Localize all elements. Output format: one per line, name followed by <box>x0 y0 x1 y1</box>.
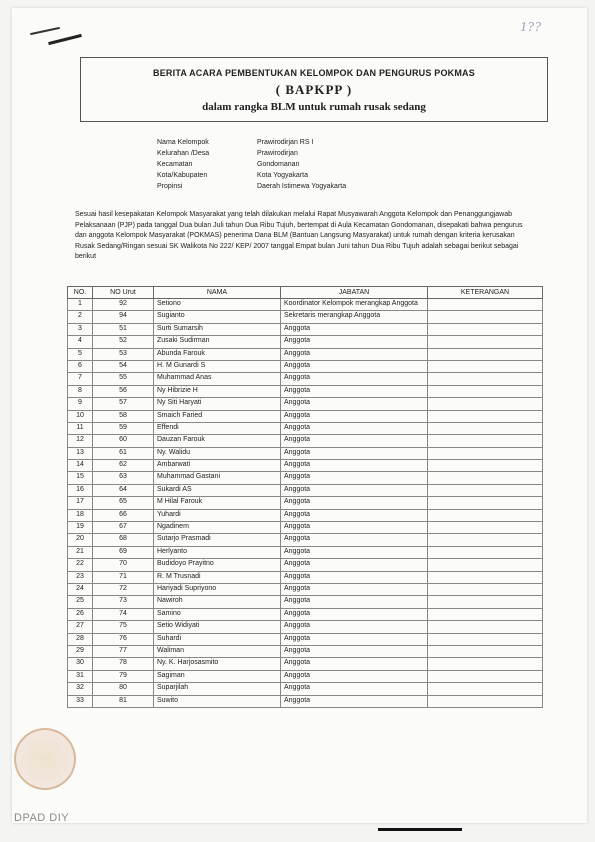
info-label: Kecamatan <box>157 161 193 168</box>
table-row <box>68 546 543 558</box>
cell-keterangan <box>428 373 543 385</box>
cell-nama: Suwito <box>154 695 281 707</box>
table-row <box>68 410 543 422</box>
cell-no-urut: 81 <box>93 695 154 707</box>
cell-keterangan <box>428 336 543 348</box>
title-box <box>80 57 548 122</box>
document-title: BERITA ACARA PEMBENTUKAN KELOMPOK DAN PENGURUS POKMAS <box>153 68 475 78</box>
cell-no: 18 <box>68 509 93 521</box>
table-row <box>68 472 543 484</box>
cell-keterangan <box>428 447 543 459</box>
table-row <box>68 435 543 447</box>
cell-keterangan <box>428 621 543 633</box>
cell-no-urut: 94 <box>93 311 154 323</box>
column-header-keterangan: KETERANGAN <box>428 287 543 299</box>
cell-no: 24 <box>68 583 93 595</box>
cell-jabatan: Anggota <box>281 447 428 459</box>
cell-keterangan <box>428 608 543 620</box>
cell-jabatan: Koordinator Kelompok merangkap Anggota <box>281 299 428 311</box>
cell-jabatan: Anggota <box>281 546 428 558</box>
cell-nama: H. M Gunardi S <box>154 360 281 372</box>
cell-no-urut: 60 <box>93 435 154 447</box>
cell-nama: Effendi <box>154 422 281 434</box>
info-value: Prawirodirjan <box>257 150 298 157</box>
table-row <box>68 645 543 657</box>
cell-no-urut: 79 <box>93 670 154 682</box>
cell-jabatan: Anggota <box>281 484 428 496</box>
info-row <box>157 148 346 159</box>
info-value: Daerah Istimewa Yogyakarta <box>257 183 347 190</box>
cell-jabatan: Anggota <box>281 695 428 707</box>
cell-no: 21 <box>68 546 93 558</box>
cell-jabatan: Anggota <box>281 645 428 657</box>
cell-no: 8 <box>68 385 93 397</box>
cell-jabatan: Anggota <box>281 658 428 670</box>
table-row <box>68 509 543 521</box>
cell-keterangan <box>428 596 543 608</box>
cell-keterangan <box>428 299 543 311</box>
cell-no: 14 <box>68 460 93 472</box>
cell-no-urut: 78 <box>93 658 154 670</box>
cell-no: 12 <box>68 435 93 447</box>
cell-no: 23 <box>68 571 93 583</box>
table-row <box>68 484 543 496</box>
archive-watermark: DPAD DIY <box>14 812 70 824</box>
cell-keterangan <box>428 360 543 372</box>
cell-nama: Muhammad Anas <box>154 373 281 385</box>
column-header-jabatan: JABATAN <box>281 287 428 299</box>
cell-jabatan: Anggota <box>281 509 428 521</box>
table-row <box>68 621 543 633</box>
cell-jabatan: Anggota <box>281 373 428 385</box>
cell-no-urut: 55 <box>93 373 154 385</box>
cell-jabatan: Anggota <box>281 410 428 422</box>
cell-no: 6 <box>68 360 93 372</box>
cell-keterangan <box>428 571 543 583</box>
cell-no: 31 <box>68 670 93 682</box>
cell-no-urut: 69 <box>93 546 154 558</box>
group-info <box>157 137 346 192</box>
cell-keterangan <box>428 670 543 682</box>
cell-no: 13 <box>68 447 93 459</box>
cell-keterangan <box>428 546 543 558</box>
cell-nama: Nawiroh <box>154 596 281 608</box>
cell-no: 26 <box>68 608 93 620</box>
cell-no-urut: 52 <box>93 336 154 348</box>
cell-nama: Ngadinem <box>154 522 281 534</box>
cell-keterangan <box>428 484 543 496</box>
cell-no-urut: 65 <box>93 497 154 509</box>
table-row <box>68 348 543 360</box>
cell-jabatan: Anggota <box>281 385 428 397</box>
cell-jabatan: Anggota <box>281 398 428 410</box>
table-row <box>68 608 543 620</box>
cell-nama: Abunda Farouk <box>154 348 281 360</box>
info-row <box>157 159 346 170</box>
cell-no: 32 <box>68 683 93 695</box>
cell-no: 30 <box>68 658 93 670</box>
cell-no-urut: 58 <box>93 410 154 422</box>
cell-nama: Ny Siti Haryati <box>154 398 281 410</box>
info-label: Kota/Kabupaten <box>157 172 208 179</box>
scan-bar-mark <box>378 828 462 831</box>
cell-nama: Waliman <box>154 645 281 657</box>
cell-no-urut: 67 <box>93 522 154 534</box>
cell-jabatan: Anggota <box>281 683 428 695</box>
cell-no: 28 <box>68 633 93 645</box>
cell-keterangan <box>428 509 543 521</box>
cell-nama: M Hilal Farouk <box>154 497 281 509</box>
cell-no: 20 <box>68 534 93 546</box>
cell-jabatan: Anggota <box>281 608 428 620</box>
table-row <box>68 323 543 335</box>
table-row <box>68 398 543 410</box>
cell-nama: Suhardi <box>154 633 281 645</box>
official-seal <box>14 728 76 790</box>
cell-keterangan <box>428 534 543 546</box>
cell-no-urut: 66 <box>93 509 154 521</box>
cell-no-urut: 76 <box>93 633 154 645</box>
info-row <box>157 137 346 148</box>
column-header-no: NO. <box>68 287 93 299</box>
cell-keterangan <box>428 658 543 670</box>
cell-jabatan: Anggota <box>281 621 428 633</box>
cell-no: 9 <box>68 398 93 410</box>
table-row <box>68 633 543 645</box>
cell-nama: Ny Hibrizie H <box>154 385 281 397</box>
cell-jabatan: Anggota <box>281 323 428 335</box>
cell-nama: Herlyanto <box>154 546 281 558</box>
table-row <box>68 360 543 372</box>
cell-no: 27 <box>68 621 93 633</box>
table-body <box>68 299 543 708</box>
cell-no-urut: 68 <box>93 534 154 546</box>
cell-keterangan <box>428 348 543 360</box>
cell-nama: Ny. Walidu <box>154 447 281 459</box>
cell-no: 10 <box>68 410 93 422</box>
cell-no-urut: 61 <box>93 447 154 459</box>
info-value: Prawirodirjan RS I <box>257 139 314 146</box>
cell-no: 11 <box>68 422 93 434</box>
cell-jabatan: Anggota <box>281 360 428 372</box>
table-row <box>68 497 543 509</box>
handwritten-page-number: 1?? <box>520 20 541 35</box>
cell-no: 5 <box>68 348 93 360</box>
cell-keterangan <box>428 460 543 472</box>
cell-no: 22 <box>68 559 93 571</box>
table-row <box>68 670 543 682</box>
cell-jabatan: Anggota <box>281 472 428 484</box>
cell-jabatan: Anggota <box>281 336 428 348</box>
table-row <box>68 311 543 323</box>
members-table <box>67 286 543 708</box>
table-row <box>68 695 543 707</box>
column-header-nama: NAMA <box>154 287 281 299</box>
cell-no-urut: 74 <box>93 608 154 620</box>
cell-jabatan: Anggota <box>281 348 428 360</box>
cell-nama: Sagiman <box>154 670 281 682</box>
document-subtitle: dalam rangka BLM untuk rumah rusak sedang <box>202 101 426 113</box>
cell-nama: Surti Sumarsih <box>154 323 281 335</box>
cell-jabatan: Sekretaris merangkap Anggota <box>281 311 428 323</box>
cell-keterangan <box>428 695 543 707</box>
agreement-paragraph: Sesuai hasil kesepakatan Kelompok Masyarakat yang telah dilakukan melalui Rapat Musyawarah Anggota Kelompok dan Penanggungjawab Pelaksanaan (PJP) pada tanggal Dua bulan Juli tahun Dua Ribu Tujuh, bertempat di Aula Kecamatan Gondomanan, disepakati bahwa pengurus dan anggota Kelompok Masyarakat (POKMAS) penerima Dana BLM (Bantuan Langsung Masyarakat) untuk rumah dengan kriteria kerusakan Rusak Sedang/Ringan sesuai SK Walikota No 222/ KEP/ 2007 tanggal Empat bulan Juni tahun Dua Ribu Tujuh adalah sebagai berikut sebagai berikut <box>75 211 523 260</box>
cell-no-urut: 75 <box>93 621 154 633</box>
info-label: Kelurahan /Desa <box>157 150 210 157</box>
cell-nama: Sutarjo Prasmadi <box>154 534 281 546</box>
cell-no: 1 <box>68 299 93 311</box>
cell-keterangan <box>428 645 543 657</box>
info-label: Nama Kelompok <box>157 139 209 146</box>
table-row <box>68 385 543 397</box>
cell-keterangan <box>428 422 543 434</box>
cell-jabatan: Anggota <box>281 497 428 509</box>
table-row <box>68 571 543 583</box>
info-label: Propinsi <box>157 183 183 190</box>
cell-no: 4 <box>68 336 93 348</box>
table-row <box>68 683 543 695</box>
info-value: Gondomanan <box>257 161 300 168</box>
cell-no-urut: 62 <box>93 460 154 472</box>
cell-no: 29 <box>68 645 93 657</box>
cell-no: 16 <box>68 484 93 496</box>
cell-keterangan <box>428 497 543 509</box>
cell-no: 7 <box>68 373 93 385</box>
cell-nama: Setiono <box>154 299 281 311</box>
cell-no-urut: 71 <box>93 571 154 583</box>
cell-no: 2 <box>68 311 93 323</box>
cell-no-urut: 64 <box>93 484 154 496</box>
info-row <box>157 181 346 192</box>
cell-jabatan: Anggota <box>281 633 428 645</box>
info-value: Kota Yogyakarta <box>257 172 308 179</box>
cell-keterangan <box>428 559 543 571</box>
cell-nama: Suparjilah <box>154 683 281 695</box>
cell-nama: Dauzan Farouk <box>154 435 281 447</box>
cell-jabatan: Anggota <box>281 522 428 534</box>
cell-no: 19 <box>68 522 93 534</box>
cell-nama: Ambarwati <box>154 460 281 472</box>
cell-keterangan <box>428 583 543 595</box>
cell-keterangan <box>428 472 543 484</box>
cell-no: 3 <box>68 323 93 335</box>
table-row <box>68 422 543 434</box>
cell-no-urut: 70 <box>93 559 154 571</box>
table-row <box>68 559 543 571</box>
cell-nama: Budidoyo Prayitno <box>154 559 281 571</box>
cell-jabatan: Anggota <box>281 596 428 608</box>
cell-nama: Setio Widiyati <box>154 621 281 633</box>
cell-no-urut: 59 <box>93 422 154 434</box>
table-header-row <box>68 287 543 299</box>
table-row <box>68 336 543 348</box>
cell-nama: Zusaki Sudirman <box>154 336 281 348</box>
cell-no-urut: 56 <box>93 385 154 397</box>
cell-nama: Hariyadi Supriyono <box>154 583 281 595</box>
table-row <box>68 522 543 534</box>
cell-no-urut: 77 <box>93 645 154 657</box>
cell-no-urut: 57 <box>93 398 154 410</box>
cell-no-urut: 73 <box>93 596 154 608</box>
cell-keterangan <box>428 311 543 323</box>
cell-no-urut: 54 <box>93 360 154 372</box>
cell-keterangan <box>428 385 543 397</box>
cell-jabatan: Anggota <box>281 583 428 595</box>
cell-keterangan <box>428 683 543 695</box>
table-row <box>68 373 543 385</box>
cell-jabatan: Anggota <box>281 571 428 583</box>
cell-keterangan <box>428 398 543 410</box>
table-row <box>68 596 543 608</box>
cell-nama: Yuhardi <box>154 509 281 521</box>
table-row <box>68 460 543 472</box>
table-row <box>68 583 543 595</box>
cell-nama: Smaich Faried <box>154 410 281 422</box>
cell-jabatan: Anggota <box>281 534 428 546</box>
cell-jabatan: Anggota <box>281 559 428 571</box>
cell-nama: Sukardi AS <box>154 484 281 496</box>
cell-nama: Ny. K. Harjosasmito <box>154 658 281 670</box>
cell-keterangan <box>428 522 543 534</box>
cell-jabatan: Anggota <box>281 435 428 447</box>
info-row <box>157 170 346 181</box>
cell-no-urut: 80 <box>93 683 154 695</box>
cell-keterangan <box>428 410 543 422</box>
cell-keterangan <box>428 435 543 447</box>
table-row <box>68 534 543 546</box>
cell-no-urut: 63 <box>93 472 154 484</box>
cell-jabatan: Anggota <box>281 670 428 682</box>
cell-no: 17 <box>68 497 93 509</box>
cell-nama: Muhammad Gastani <box>154 472 281 484</box>
column-header-no-urut: NO Urut <box>93 287 154 299</box>
cell-no-urut: 92 <box>93 299 154 311</box>
cell-no: 15 <box>68 472 93 484</box>
cell-keterangan <box>428 323 543 335</box>
cell-no-urut: 72 <box>93 583 154 595</box>
cell-no: 33 <box>68 695 93 707</box>
table-row <box>68 299 543 311</box>
cell-nama: Sugianto <box>154 311 281 323</box>
cell-no-urut: 53 <box>93 348 154 360</box>
table-row <box>68 447 543 459</box>
cell-no: 25 <box>68 596 93 608</box>
cell-jabatan: Anggota <box>281 460 428 472</box>
cell-nama: R. M Trusnadi <box>154 571 281 583</box>
document-abbreviation: ( BAPKPP ) <box>275 82 353 97</box>
cell-keterangan <box>428 633 543 645</box>
cell-jabatan: Anggota <box>281 422 428 434</box>
cell-no-urut: 51 <box>93 323 154 335</box>
table-row <box>68 658 543 670</box>
cell-nama: Samino <box>154 608 281 620</box>
